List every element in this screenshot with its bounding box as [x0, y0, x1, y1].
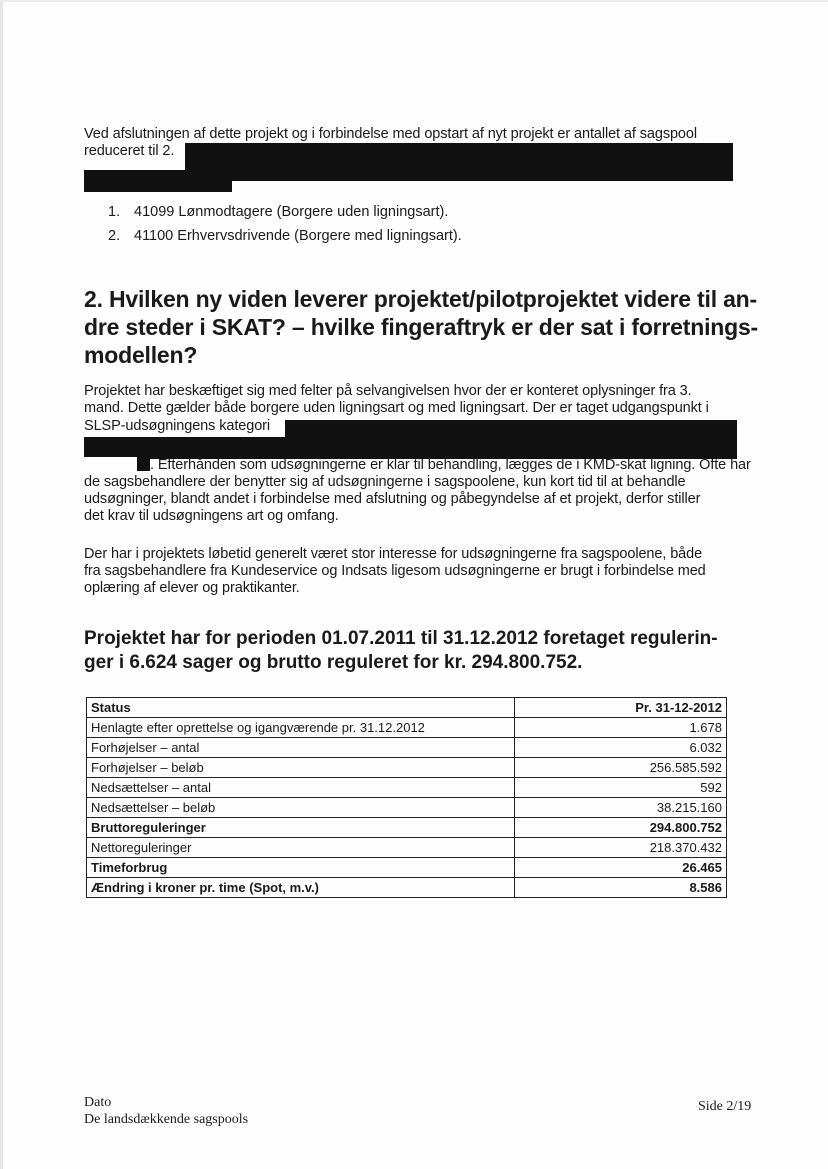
summary-heading	[84, 627, 764, 675]
table-cell-label: Bruttoreguleringer	[87, 818, 515, 838]
table-header-cell: Pr. 31-12-2012	[515, 698, 727, 718]
table-header-cell: Status	[87, 698, 515, 718]
paragraph-line: mand. Dette gælder både borgere uden ligningsart og med ligningsart. Der er taget udgangspunkt i	[84, 400, 709, 416]
paragraph-line: udsøgninger, blandt andet i forbindelse med afslutning og påbegyndelse af et projekt, derfor stiller	[84, 491, 701, 507]
table-cell-label: Nettoreguleringer	[87, 838, 515, 858]
paragraph-line: fra sagsbehandlere fra Kundeservice og Indsats ligesom udsøgningerne er brugt i forbindelse med	[84, 563, 706, 579]
table-row	[87, 778, 727, 798]
scan-edge-left	[0, 0, 3, 1169]
paragraph-line: . Efterhånden som udsøgningerne er klar til behandling, lægges de i KMD-skat ligning. Ofte har	[150, 457, 751, 473]
redaction-bar	[84, 180, 232, 192]
section-heading-line: dre steder i SKAT? – hvilke fingeraftryk er der sat i forretnings-	[84, 314, 759, 340]
section-heading-line: 2. Hvilken ny viden leverer projektet/pilotprojektet videre til an-	[84, 286, 757, 312]
list-item-text: 41099 Lønmodtagere (Borgere uden ligningsart).	[134, 204, 449, 220]
intro-line-1: Ved afslutningen af dette projekt og i forbindelse med opstart af nyt projekt er antallet af sagspool	[84, 126, 697, 142]
table-row	[87, 858, 727, 878]
table-cell-value: 592	[515, 778, 727, 798]
summary-heading-line: Projektet har for perioden 01.07.2011 til 31.12.2012 foretaget regulerin-	[84, 628, 718, 649]
footer-date: Dato	[84, 1095, 112, 1110]
table-cell-label: Forhøjelser – beløb	[87, 758, 515, 778]
table-cell-value: 256.585.592	[515, 758, 727, 778]
table-cell-value: 1.678	[515, 718, 727, 738]
footer-page-number: Side 2/19	[698, 1099, 752, 1114]
table-cell-value: 26.465	[515, 858, 727, 878]
paragraph-line: Projektet har beskæftiget sig med felter på selvangivelsen hvor der er konteret oplysninger fra 3.	[84, 383, 692, 399]
redaction-bar	[185, 143, 733, 171]
paragraph-line: Der har i projektets løbetid generelt været stor interesse for udsøgningerne fra sagspoolene, både	[84, 546, 703, 562]
status-table	[86, 697, 727, 898]
paragraph-line: de sagsbehandlere der benytter sig af udsøgningerne i sagspoolene, kun kort tid til at behandle	[84, 474, 686, 490]
section-heading-line: modellen?	[84, 342, 198, 368]
table-cell-value: 294.800.752	[515, 818, 727, 838]
table-cell-label: Ændring i kroner pr. time (Spot, m.v.)	[87, 878, 515, 898]
table-row	[87, 818, 727, 838]
table-cell-label: Henlagte efter oprettelse og igangværende pr. 31.12.2012	[87, 718, 515, 738]
table-row	[87, 758, 727, 778]
table-cell-value: 38.215.160	[515, 798, 727, 818]
table-row	[87, 878, 727, 898]
list-item-number: 1.	[108, 204, 121, 220]
paragraph-line: SLSP-udsøgningens kategori	[84, 418, 271, 434]
table-cell-value: 8.586	[515, 878, 727, 898]
footer-doc-title: De landsdækkende sagspools	[84, 1112, 249, 1127]
redaction-bar	[84, 437, 737, 457]
table-cell-label: Nedsættelser – antal	[87, 778, 515, 798]
table-row	[87, 718, 727, 738]
table-cell-label: Nedsættelser – beløb	[87, 798, 515, 818]
redaction-bar	[285, 420, 737, 438]
table-row	[87, 798, 727, 818]
section-heading	[84, 285, 764, 369]
paragraph-line: oplæring af elever og praktikanter.	[84, 580, 300, 596]
summary-heading-line: ger i 6.624 sager og brutto reguleret for kr. 294.800.752.	[84, 652, 583, 673]
list-item-number: 2.	[108, 228, 121, 244]
scan-edge-top	[0, 0, 828, 2]
table-cell-value: 6.032	[515, 738, 727, 758]
table-header-row	[87, 698, 727, 718]
table-cell-label: Forhøjelser – antal	[87, 738, 515, 758]
intro-line-2: reduceret til 2.	[84, 143, 175, 159]
table-row	[87, 838, 727, 858]
redaction-bar	[137, 456, 150, 471]
list-item-text: 41100 Erhvervsdrivende (Borgere med ligningsart).	[134, 228, 462, 244]
table-row	[87, 738, 727, 758]
paragraph-line: det krav til udsøgningens art og omfang.	[84, 508, 339, 524]
table-cell-label: Timeforbrug	[87, 858, 515, 878]
table-cell-value: 218.370.432	[515, 838, 727, 858]
